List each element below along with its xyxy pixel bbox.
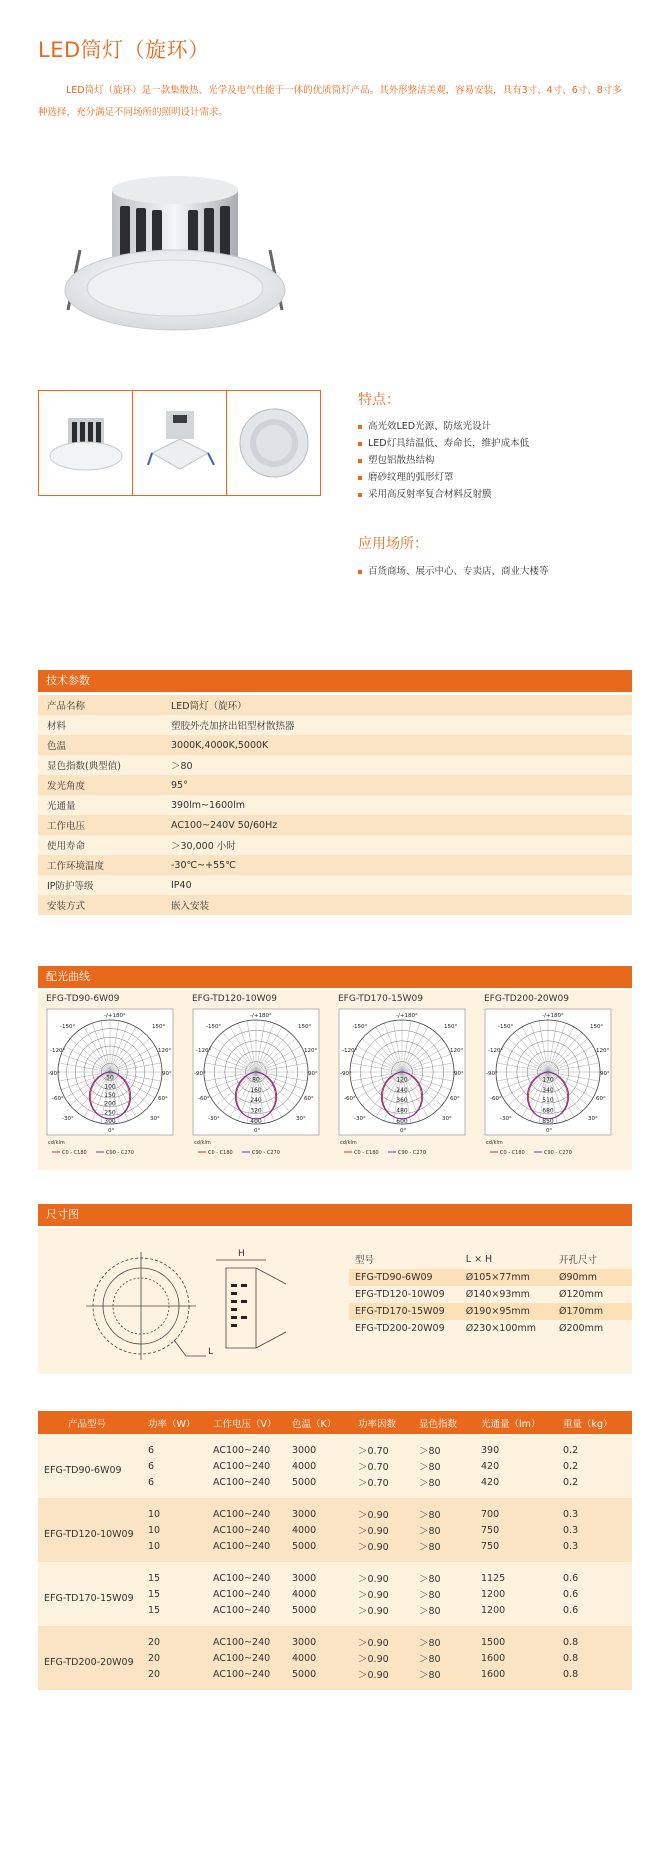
polar-legend-c90: C90 - C270 xyxy=(544,1150,572,1156)
polar-ring-label: 510 xyxy=(542,1097,554,1105)
polar-chart-model: EFG-TD200-20W09 xyxy=(484,994,569,1004)
feature-item: 采用高反射率复合材料反射膜 xyxy=(358,486,529,503)
thumbnail-side[interactable] xyxy=(132,390,227,496)
model-cell: 0.8 xyxy=(563,1626,632,1650)
spec-key: 光通量 xyxy=(38,795,162,815)
model-cell: 10 xyxy=(148,1498,213,1522)
spec-row xyxy=(38,895,632,915)
model-cell: 20 xyxy=(148,1650,213,1666)
dimension-cell: Ø90mm xyxy=(553,1269,632,1286)
polar-angle-label: -/+180° xyxy=(104,1013,126,1019)
polar-angle-label: -120° xyxy=(50,1048,66,1054)
dimension-cell: EFG-TD170-15W09 xyxy=(349,1303,460,1320)
model-cell: AC100~240 xyxy=(213,1602,292,1626)
model-cell: 4000 xyxy=(292,1586,358,1602)
model-cell: 3000 xyxy=(292,1498,358,1522)
dimension-row xyxy=(349,1269,632,1286)
model-cell: ＞0.90 xyxy=(358,1498,419,1522)
model-name: EFG-TD90-6W09 xyxy=(38,1434,148,1498)
polar-angle-label: -30° xyxy=(354,1116,366,1122)
polar-angle-label: -/+180° xyxy=(542,1013,564,1019)
model-cell: AC100~240 xyxy=(213,1626,292,1650)
model-cell: AC100~240 xyxy=(213,1650,292,1666)
model-cell: 0.6 xyxy=(563,1562,632,1586)
dim-header-size: L × H xyxy=(465,1253,493,1265)
models-header: 显色指数 xyxy=(419,1411,481,1434)
feature-item: LED灯具结温低、寿命长，维护成本低 xyxy=(358,435,529,452)
polar-angle-label: -30° xyxy=(500,1116,512,1122)
spec-row xyxy=(38,815,632,835)
polar-ring-label: 200 xyxy=(104,1100,116,1108)
polar-angle-label: 120° xyxy=(158,1048,172,1054)
page-title: LED筒灯（旋环） xyxy=(38,38,210,62)
dimension-cell: EFG-TD200-20W09 xyxy=(355,1323,445,1334)
model-cell: AC100~240 xyxy=(213,1538,292,1562)
models-header: 产品型号 xyxy=(38,1411,148,1434)
thumbnail-front[interactable] xyxy=(38,390,133,496)
model-cell: 15 xyxy=(148,1586,213,1602)
polar-ring-label: 240 xyxy=(250,1097,262,1105)
spec-value: AC100~240V 50/60Hz xyxy=(162,815,632,835)
polar-angle-label: -90° xyxy=(340,1071,352,1077)
spec-value: 塑胶外壳加挤出铝型材散热器 xyxy=(162,715,632,735)
polar-ring-label: 50 xyxy=(106,1074,114,1082)
model-cell: ＞0.90 xyxy=(358,1586,419,1602)
model-cell: 0.8 xyxy=(563,1650,632,1666)
models-header: 重量（kg） xyxy=(563,1411,632,1434)
spec-key: 色温 xyxy=(38,735,162,755)
polar-angle-label: -90° xyxy=(486,1071,498,1077)
models-table xyxy=(38,1411,632,1690)
model-cell: ＞0.90 xyxy=(358,1602,419,1626)
model-cell: 5000 xyxy=(292,1602,358,1626)
model-cell: 1200 xyxy=(481,1602,563,1626)
model-cell: AC100~240 xyxy=(213,1666,292,1690)
dim-header-model: 型号 xyxy=(355,1255,375,1266)
thumbnail-strip xyxy=(38,390,323,496)
polar-legend-c90: C90 - C270 xyxy=(106,1150,134,1156)
model-cell: AC100~240 xyxy=(213,1586,292,1602)
polar-ring-label: 170 xyxy=(542,1076,554,1084)
polar-angle-label: 120° xyxy=(304,1048,318,1054)
polar-angle-label: -120° xyxy=(196,1048,212,1054)
model-row xyxy=(38,1498,632,1522)
polar-angle-label: -/+180° xyxy=(396,1013,418,1019)
polar-ring-label: 80 xyxy=(252,1076,260,1084)
dimension-label-l: L xyxy=(208,1347,214,1357)
spec-key: 工作电压 xyxy=(38,815,162,835)
model-cell: 10 xyxy=(148,1538,213,1562)
spec-value: 3000K,4000K,5000K xyxy=(162,735,632,755)
spec-row xyxy=(38,835,632,855)
polar-angle-label: -60° xyxy=(52,1096,64,1102)
model-name: EFG-TD200-20W09 xyxy=(38,1626,148,1690)
polar-angle-label: 150° xyxy=(590,1024,604,1030)
model-row xyxy=(38,1434,632,1458)
polar-chart-model: EFG-TD90-6W09 xyxy=(46,994,120,1004)
dimension-cell: EFG-TD120-10W09 xyxy=(355,1289,445,1300)
polar-ring-label: 400 xyxy=(250,1118,262,1125)
polar-chart xyxy=(46,994,174,1160)
model-cell: 750 xyxy=(481,1538,563,1562)
spec-key: 使用寿命 xyxy=(38,835,162,855)
polar-section-title: 配光曲线 xyxy=(38,966,632,988)
dimension-cell: Ø140×93mm xyxy=(465,1289,530,1300)
intro-paragraph: LED筒灯（旋环）是一款集散热、光学及电气性能于一体的优质筒灯产品。其外形整洁美观，容易安装，具有3寸、4寸、6寸、8寸多种选择，充分满足不同场所的照明设计需求。 xyxy=(38,85,622,118)
polar-unit: cd/klm xyxy=(194,1140,211,1146)
polar-angle-label: -/+180° xyxy=(250,1013,272,1019)
dimension-row xyxy=(349,1303,632,1320)
model-cell: AC100~240 xyxy=(213,1498,292,1522)
model-cell: AC100~240 xyxy=(213,1474,292,1498)
model-cell: 6 xyxy=(148,1474,213,1498)
spec-key: 安装方式 xyxy=(38,895,162,915)
polar-plot xyxy=(484,1008,612,1160)
polar-legend-c90: C90 - C270 xyxy=(252,1150,280,1156)
polar-plot xyxy=(192,1008,320,1160)
model-name: EFG-TD170-15W09 xyxy=(38,1562,148,1626)
specs-table xyxy=(38,695,632,915)
polar-unit: cd/klm xyxy=(340,1140,357,1146)
polar-legend-c0: C0 - C180 xyxy=(62,1150,87,1156)
polar-legend-c0: C0 - C180 xyxy=(208,1150,233,1156)
polar-legend-c90: C90 - C270 xyxy=(398,1150,426,1156)
model-group xyxy=(38,1498,632,1562)
model-cell: 3000 xyxy=(292,1626,358,1650)
dimension-row xyxy=(349,1286,632,1303)
model-cell: ＞80 xyxy=(419,1458,481,1474)
model-cell: 4000 xyxy=(292,1458,358,1474)
dimensions-panel xyxy=(38,1228,632,1374)
model-cell: 1600 xyxy=(481,1666,563,1690)
polar-angle-label: 30° xyxy=(296,1116,306,1122)
model-cell: AC100~240 xyxy=(213,1458,292,1474)
polar-angle-label: -90° xyxy=(194,1071,206,1077)
model-cell: AC100~240 xyxy=(213,1562,292,1586)
model-cell: 0.3 xyxy=(563,1538,632,1562)
model-cell: 3000 xyxy=(292,1434,358,1458)
model-cell: 0.3 xyxy=(563,1522,632,1538)
dimension-row xyxy=(349,1320,632,1337)
features-list xyxy=(358,418,529,503)
model-cell: 20 xyxy=(148,1626,213,1650)
polar-angle-label: -90° xyxy=(48,1071,60,1077)
spec-value: -30℃~+55℃ xyxy=(162,855,632,875)
dimension-cell: Ø170mm xyxy=(553,1303,632,1320)
dimension-cell: Ø120mm xyxy=(558,1289,604,1300)
model-cell: 10 xyxy=(148,1522,213,1538)
model-cell: ＞80 xyxy=(419,1538,481,1562)
spec-row xyxy=(38,755,632,775)
model-cell: ＞80 xyxy=(419,1666,481,1690)
model-row xyxy=(38,1626,632,1650)
polar-ring-label: 850 xyxy=(542,1118,554,1125)
spec-key: 发光角度 xyxy=(38,775,162,795)
polar-angle-label: -30° xyxy=(62,1116,74,1122)
polar-chart xyxy=(192,994,320,1160)
polar-angle-label: 30° xyxy=(442,1116,452,1122)
model-cell: ＞0.90 xyxy=(358,1538,419,1562)
polar-unit: cd/klm xyxy=(48,1140,65,1146)
model-cell: ＞80 xyxy=(419,1586,481,1602)
spec-row xyxy=(38,695,632,715)
model-cell: 0.3 xyxy=(563,1498,632,1522)
model-cell: 5000 xyxy=(292,1666,358,1690)
polar-ring-label: 600 xyxy=(396,1118,408,1125)
model-cell: 0.6 xyxy=(563,1602,632,1626)
dimension-label-h: H xyxy=(238,1249,245,1259)
model-cell: ＞0.90 xyxy=(358,1650,419,1666)
polar-ring-label: 100 xyxy=(104,1083,116,1091)
dimension-cell: Ø190×95mm xyxy=(460,1303,553,1320)
spec-value: LED筒灯（旋环） xyxy=(162,695,632,715)
polar-angle-label: 120° xyxy=(450,1048,464,1054)
model-cell: 6 xyxy=(148,1458,213,1474)
polar-angle-label: -120° xyxy=(342,1048,358,1054)
polar-angle-label: 60° xyxy=(450,1096,460,1102)
polar-angle-label: -150° xyxy=(352,1024,368,1030)
polar-angle-label: -60° xyxy=(344,1096,356,1102)
model-name: EFG-TD120-10W09 xyxy=(38,1498,148,1562)
polar-angle-label: 90° xyxy=(162,1071,172,1077)
polar-ring-label: 340 xyxy=(542,1086,554,1094)
model-cell: 700 xyxy=(481,1498,563,1522)
model-cell: ＞80 xyxy=(419,1498,481,1522)
polar-ring-label: 480 xyxy=(396,1107,408,1115)
dimension-cell: Ø230×100mm xyxy=(465,1323,536,1334)
polar-angle-label: 0° xyxy=(254,1128,261,1134)
model-cell: ＞80 xyxy=(419,1602,481,1626)
model-cell: 0.2 xyxy=(563,1474,632,1498)
polar-legend-c0: C0 - C180 xyxy=(500,1150,525,1156)
polar-plot xyxy=(46,1008,174,1160)
polar-ring-label: 300 xyxy=(104,1118,116,1125)
spec-value: 95° xyxy=(162,775,632,795)
polar-legend-c0: C0 - C180 xyxy=(354,1150,379,1156)
polar-ring-label: 360 xyxy=(396,1097,408,1105)
spec-value: 390lm~1600lm xyxy=(162,795,632,815)
spec-key: 显色指数(典型值) xyxy=(38,755,162,775)
polar-angle-label: -60° xyxy=(198,1096,210,1102)
models-header: 色温（K） xyxy=(292,1411,358,1434)
model-cell: ＞80 xyxy=(419,1434,481,1458)
dimension-cell: Ø105×77mm xyxy=(460,1269,553,1286)
model-cell: 1600 xyxy=(481,1650,563,1666)
polar-angle-label: 0° xyxy=(108,1128,115,1134)
model-cell: 390 xyxy=(481,1434,563,1458)
dimension-drawing xyxy=(86,1244,306,1369)
model-cell: 0.2 xyxy=(563,1458,632,1474)
model-cell: ＞0.90 xyxy=(358,1666,419,1690)
model-cell: ＞80 xyxy=(419,1522,481,1538)
model-cell: AC100~240 xyxy=(213,1434,292,1458)
models-header: 功率因数 xyxy=(358,1411,419,1434)
model-cell: ＞0.90 xyxy=(358,1626,419,1650)
spec-value: 嵌入安装 xyxy=(162,895,632,915)
polar-angle-label: 30° xyxy=(150,1116,160,1122)
model-cell: 0.8 xyxy=(563,1666,632,1690)
model-cell: 420 xyxy=(481,1458,563,1474)
model-cell: 20 xyxy=(148,1666,213,1690)
model-cell: 4000 xyxy=(292,1522,358,1538)
model-group xyxy=(38,1626,632,1690)
model-cell: 0.2 xyxy=(563,1434,632,1458)
model-group xyxy=(38,1562,632,1626)
polar-angle-label: 90° xyxy=(308,1071,318,1077)
polar-ring-label: 120 xyxy=(396,1076,408,1084)
model-cell: ＞0.90 xyxy=(358,1522,419,1538)
polar-angle-label: -120° xyxy=(488,1048,504,1054)
polar-angle-label: 60° xyxy=(158,1096,168,1102)
model-cell: 1200 xyxy=(481,1586,563,1602)
polar-ring-label: 320 xyxy=(250,1107,262,1115)
polar-plot xyxy=(338,1008,466,1160)
model-cell: 5000 xyxy=(292,1538,358,1562)
polar-chart xyxy=(484,994,612,1160)
model-group xyxy=(38,1434,632,1498)
feature-item: 高光效LED光源、防炫光设计 xyxy=(358,418,529,435)
feature-item: 磨砂纹理的弧形灯罩 xyxy=(358,469,529,486)
spec-row xyxy=(38,855,632,875)
polar-unit: cd/klm xyxy=(486,1140,503,1146)
polar-angle-label: 150° xyxy=(444,1024,458,1030)
specs-section-title: 技术参数 xyxy=(38,670,632,692)
features-title: 特点： xyxy=(358,392,400,408)
hero-product-image xyxy=(60,170,290,345)
model-cell: ＞0.70 xyxy=(358,1434,419,1458)
polar-angle-label: -150° xyxy=(60,1024,76,1030)
application-list xyxy=(358,563,549,580)
model-cell: ＞80 xyxy=(419,1474,481,1498)
dimensions-table xyxy=(349,1252,632,1337)
polar-angle-label: 90° xyxy=(454,1071,464,1077)
polar-ring-label: 240 xyxy=(396,1086,408,1094)
polar-angle-label: -60° xyxy=(490,1096,502,1102)
polar-ring-label: 150 xyxy=(104,1092,116,1099)
model-cell: ＞0.70 xyxy=(358,1474,419,1498)
polar-chart-model: EFG-TD120-10W09 xyxy=(192,994,277,1004)
dimension-cell: EFG-TD90-6W09 xyxy=(349,1269,460,1286)
polar-angle-label: 120° xyxy=(596,1048,610,1054)
model-cell: 420 xyxy=(481,1474,563,1498)
spec-row xyxy=(38,715,632,735)
models-header-row xyxy=(38,1411,632,1434)
polar-angle-label: -30° xyxy=(208,1116,220,1122)
models-header: 工作电压（V） xyxy=(213,1411,292,1434)
model-cell: ＞0.70 xyxy=(358,1458,419,1474)
polar-ring-label: 680 xyxy=(542,1107,554,1115)
spec-row xyxy=(38,875,632,895)
thumbnail-back[interactable] xyxy=(226,390,321,496)
model-cell: 6 xyxy=(148,1434,213,1458)
model-cell: 15 xyxy=(148,1562,213,1586)
model-cell: ＞0.90 xyxy=(358,1562,419,1586)
spec-value: ＞80 xyxy=(162,755,632,775)
model-cell: 5000 xyxy=(292,1474,358,1498)
dim-header-cutout: 开孔尺寸 xyxy=(558,1255,597,1266)
polar-ring-label: 160 xyxy=(250,1086,262,1094)
model-cell: 750 xyxy=(481,1522,563,1538)
model-cell: ＞80 xyxy=(419,1626,481,1650)
polar-angle-label: 150° xyxy=(298,1024,312,1030)
polar-angle-label: 0° xyxy=(400,1128,407,1134)
polar-angle-label: 0° xyxy=(546,1128,553,1134)
model-cell: ＞80 xyxy=(419,1562,481,1586)
model-cell: 1500 xyxy=(481,1626,563,1650)
models-header: 光通量（lm） xyxy=(481,1411,563,1434)
polar-chart xyxy=(338,994,466,1160)
dimensions-section-title: 尺寸图 xyxy=(38,1204,632,1226)
polar-angle-label: -150° xyxy=(206,1024,222,1030)
dimension-cell: Ø200mm xyxy=(558,1323,604,1334)
polar-angle-label: 30° xyxy=(588,1116,598,1122)
polar-chart-model: EFG-TD170-15W09 xyxy=(338,994,423,1004)
model-cell: 15 xyxy=(148,1602,213,1626)
spec-value: ＞30,000 小时 xyxy=(162,835,632,855)
spec-value: IP40 xyxy=(162,875,632,895)
polar-ring-label: 250 xyxy=(104,1109,116,1117)
polar-curves-panel xyxy=(38,990,632,1170)
application-title: 应用场所： xyxy=(358,536,428,552)
polar-angle-label: 150° xyxy=(152,1024,166,1030)
model-cell: ＞80 xyxy=(419,1650,481,1666)
model-cell: 1125 xyxy=(481,1562,563,1586)
application-item: 百货商场、展示中心、专卖店、商业大楼等 xyxy=(358,563,549,580)
spec-row xyxy=(38,775,632,795)
spec-row xyxy=(38,795,632,815)
spec-row xyxy=(38,735,632,755)
model-cell: 0.6 xyxy=(563,1586,632,1602)
model-cell: 4000 xyxy=(292,1650,358,1666)
polar-angle-label: 90° xyxy=(600,1071,610,1077)
spec-key: 产品名称 xyxy=(38,695,162,715)
model-cell: AC100~240 xyxy=(213,1522,292,1538)
model-row xyxy=(38,1562,632,1586)
polar-angle-label: -150° xyxy=(498,1024,514,1030)
spec-key: IP防护等级 xyxy=(38,875,162,895)
models-header: 功率（W） xyxy=(148,1411,213,1434)
spec-key: 材料 xyxy=(38,715,162,735)
model-cell: 3000 xyxy=(292,1562,358,1586)
spec-key: 工作环境温度 xyxy=(38,855,162,875)
polar-angle-label: 60° xyxy=(304,1096,314,1102)
feature-item: 塑包铝散热结构 xyxy=(358,452,529,469)
polar-angle-label: 60° xyxy=(596,1096,606,1102)
